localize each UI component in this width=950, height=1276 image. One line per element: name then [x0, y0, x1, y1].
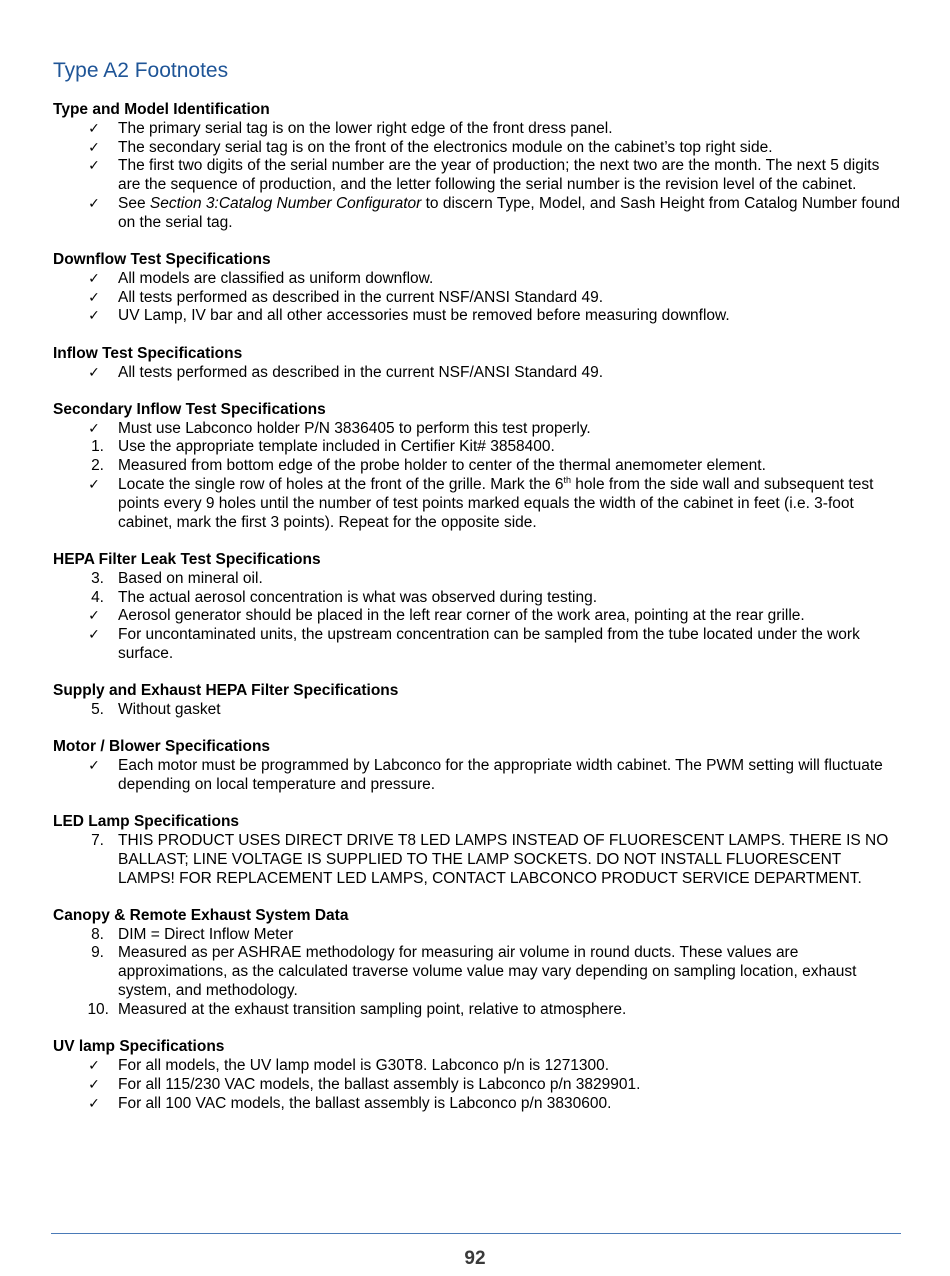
footnote-section: [53, 345, 901, 383]
footnote-number: 4.: [91, 588, 104, 606]
footnote-text: The first two digits of the serial number are the year of production; the next two are the month. The next 5 digits are the sequence of production, and the letter following the serial number is the revision level of the cabinet.: [118, 157, 880, 194]
checkmark-icon: ✓: [88, 270, 100, 287]
footnote-item: [53, 589, 901, 608]
page-number: 92: [464, 1248, 486, 1269]
section-heading: Inflow Test Specifications: [53, 344, 243, 362]
footnote-list: [53, 364, 901, 383]
checkmark-icon: ✓: [88, 477, 100, 494]
footnote-text: Locate the single row of holes at the front of the grille. Mark the 6: [118, 476, 564, 494]
section-heading: Canopy & Remote Exhaust System Data: [53, 906, 349, 924]
footnote-section: [53, 1038, 901, 1113]
footnote-item: [53, 438, 901, 457]
section-heading: LED Lamp Specifications: [53, 813, 240, 831]
footnote-text: The secondary serial tag is on the front of the electronics module on the cabinet’s top right side.: [118, 138, 773, 156]
footnote-list: [53, 420, 901, 533]
footnote-number: 1.: [91, 438, 104, 456]
footnote-text: All tests performed as described in the current NSF/ANSI Standard 49.: [118, 363, 604, 381]
footnote-text: Each motor must be programmed by Labconco for the appropriate width cabinet. The PWM setting will fluctuate depending on local temperature and pressure.: [118, 757, 883, 793]
footnote-item: [53, 832, 901, 888]
footnote-item: [53, 1076, 901, 1095]
footnote-item: [53, 607, 901, 626]
footnote-text: See: [118, 194, 150, 212]
footnote-item: [53, 626, 901, 664]
footnote-number: 8.: [91, 925, 104, 943]
footnote-number: 9.: [91, 944, 104, 962]
footnote-section: [53, 101, 901, 233]
footnote-list: [53, 1057, 901, 1113]
footnote-text: Without gasket: [118, 701, 221, 719]
footnote-text: Measured from bottom edge of the probe holder to center of the thermal anemometer element.: [118, 457, 766, 475]
footnote-item: [53, 120, 901, 139]
section-reference: Section 3:Catalog Number Configurator: [149, 194, 422, 212]
footnote-item: [53, 476, 901, 532]
footnote-list: [53, 757, 901, 795]
ordinal-superscript: th: [563, 475, 571, 486]
checkmark-icon: ✓: [88, 1057, 100, 1074]
footnote-item: [53, 307, 901, 326]
footnote-list: [53, 926, 901, 1020]
footnote-text: For uncontaminated units, the upstream concentration can be sampled from the tube located under the work surface.: [118, 626, 860, 662]
footnote-list: [53, 701, 901, 720]
footnote-text: For all 100 VAC models, the ballast assembly is Labconco p/n 3830600.: [118, 1094, 612, 1112]
footnote-text: DIM = Direct Inflow Meter: [118, 925, 294, 943]
section-heading: HEPA Filter Leak Test Specifications: [53, 550, 321, 568]
footnote-item: [53, 364, 901, 383]
footnote-text: For all models, the UV lamp model is G30T8. Labconco p/n is 1271300.: [118, 1056, 610, 1074]
footnote-section: [53, 907, 901, 1020]
footnote-text: Must use Labconco holder P/N 3836405 to perform this test properly.: [118, 419, 591, 437]
checkmark-icon: ✓: [88, 364, 100, 381]
footnote-text: Measured at the exhaust transition sampling point, relative to atmosphere.: [118, 1000, 627, 1018]
checkmark-icon: ✓: [88, 1076, 100, 1093]
footnote-section: [53, 682, 901, 720]
footnote-text: to discern Type, Model, and Sash Height from Catalog Number found on the serial tag.: [118, 194, 901, 231]
footnote-number: 2.: [91, 457, 104, 475]
footnote-text: For all 115/230 VAC models, the ballast assembly is Labconco p/n 3829901.: [118, 1075, 641, 1093]
section-heading: Downflow Test Specifications: [53, 251, 271, 269]
footnote-item: [53, 1095, 901, 1114]
document-page: [53, 58, 901, 1132]
footnote-text: All tests performed as described in the current NSF/ANSI Standard 49.: [118, 288, 604, 306]
checkmark-icon: ✓: [88, 1095, 100, 1112]
footnote-section: [53, 251, 901, 326]
checkmark-icon: ✓: [88, 289, 100, 306]
checkmark-icon: ✓: [88, 139, 100, 156]
page-title: Type A2 Footnotes: [53, 59, 229, 82]
section-heading: UV lamp Specifications: [53, 1038, 225, 1056]
footnote-number: 7.: [91, 832, 104, 849]
footnote-item: [53, 1001, 901, 1020]
footnote-item: [53, 944, 901, 1000]
footnote-item: [53, 195, 901, 233]
footnote-section: [53, 551, 901, 664]
checkmark-icon: ✓: [88, 308, 100, 325]
footnote-text: All models are classified as uniform downflow.: [118, 269, 434, 287]
footnote-item: [53, 157, 901, 195]
section-heading: Motor / Blower Specifications: [53, 738, 271, 756]
footnote-item: [53, 270, 901, 289]
footnote-text: Based on mineral oil.: [118, 569, 263, 587]
section-heading: Secondary Inflow Test Specifications: [53, 400, 326, 418]
footnote-list: [53, 832, 901, 888]
checkmark-icon: ✓: [88, 195, 100, 212]
footnote-item: [53, 701, 901, 720]
section-heading: Supply and Exhaust HEPA Filter Specifications: [53, 682, 399, 700]
footnote-item: [53, 139, 901, 158]
checkmark-icon: ✓: [88, 158, 100, 175]
footnote-item: [53, 757, 901, 795]
footnote-item: [53, 926, 901, 945]
footnote-text: hole from the side wall and subsequent test points every 9 holes until the number of test points marked equals the width of the cabinet in feet (i.e. 3-foot cabinet, mark the first 3 points). Repeat for the opposite side.: [118, 476, 874, 531]
footnote-text: The actual aerosol concentration is what was observed during testing.: [118, 588, 598, 606]
checkmark-icon: ✓: [88, 608, 100, 625]
footnote-text: Measured as per ASHRAE methodology for measuring air volume in round ducts. These values are approximations, as the calculated traverse volume value may vary depending on sampling location, exhaust system, and methodology.: [118, 944, 857, 1000]
checkmark-icon: ✓: [88, 627, 100, 644]
footnote-list: [53, 570, 901, 664]
checkmark-icon: ✓: [88, 420, 100, 437]
footnote-section: [53, 813, 901, 888]
footer-divider: [51, 1233, 901, 1234]
footnote-text: The primary serial tag is on the lower right edge of the front dress panel.: [118, 119, 613, 137]
footnote-text: UV Lamp, IV bar and all other accessories must be removed before measuring downflow.: [118, 307, 730, 325]
footnote-number: 5.: [91, 701, 104, 719]
footnote-item: [53, 289, 901, 308]
section-heading: Type and Model Identification: [53, 101, 270, 118]
footnote-item: [53, 420, 901, 439]
footnote-text: THIS PRODUCT USES DIRECT DRIVE T8 LED LAMPS INSTEAD OF FLUORESCENT LAMPS. THERE IS NO BALLAST; LINE VOLTAGE IS SUPPLIED TO THE LAMP SOCKETS. DO NOT INSTALL FLUORESCENT LAMPS! FOR REPLACEMENT LED LAMPS, CONTACT LABCONCO PRODUCT SERVICE DEPARTMENT.: [118, 832, 889, 887]
checkmark-icon: ✓: [88, 120, 100, 137]
footnote-item: [53, 457, 901, 476]
footnote-number: 3.: [91, 569, 104, 587]
footnote-item: [53, 570, 901, 589]
footnote-list: [53, 270, 901, 326]
footnote-list: [53, 120, 901, 233]
footnote-text: Aerosol generator should be placed in the left rear corner of the work area, pointing at the rear grille.: [118, 607, 805, 625]
footnote-sections: [53, 101, 901, 1113]
footnote-item: [53, 1057, 901, 1076]
footnote-number: 10.: [87, 1000, 109, 1018]
footnote-text: Use the appropriate template included in Certifier Kit# 3858400.: [118, 438, 555, 456]
footnote-section: [53, 738, 901, 794]
footnote-section: [53, 401, 901, 533]
checkmark-icon: ✓: [88, 758, 100, 775]
